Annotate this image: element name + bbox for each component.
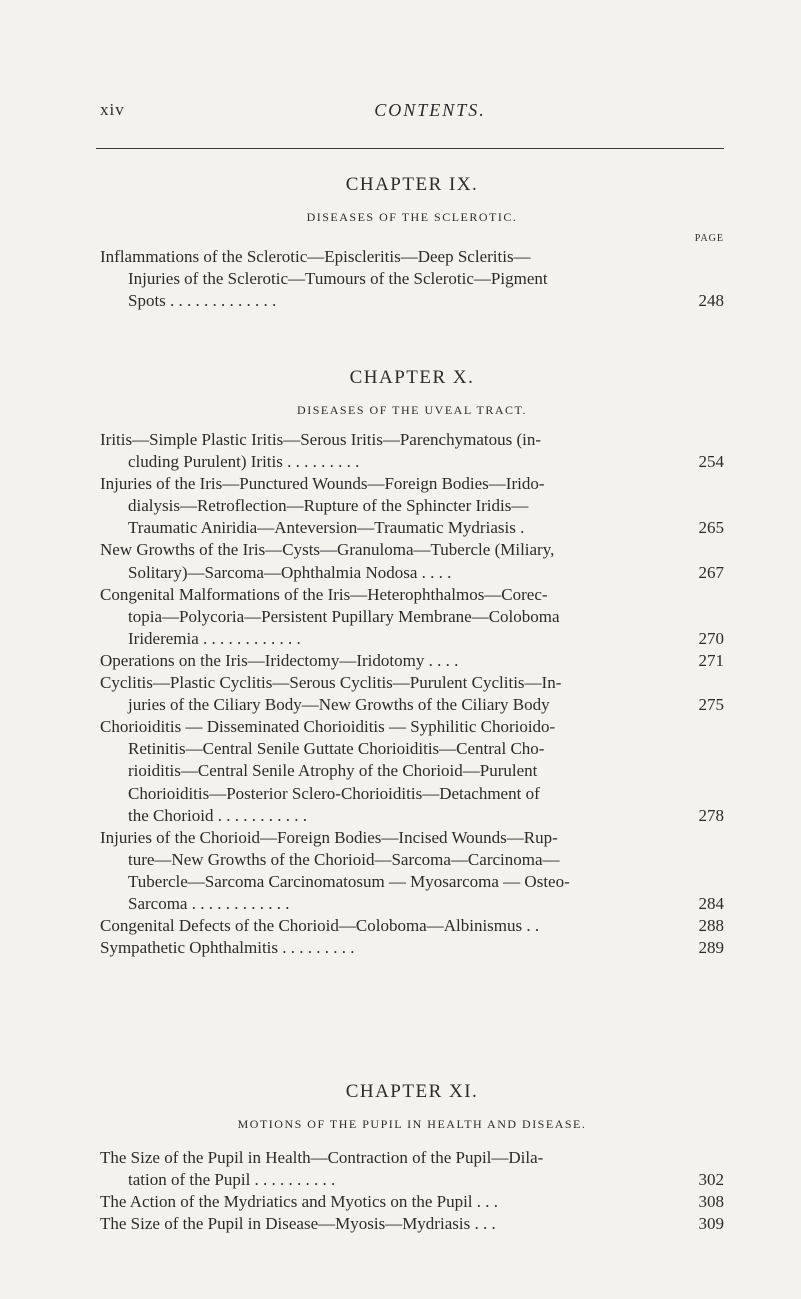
toc-entry[interactable] bbox=[100, 1147, 724, 1191]
toc-page-number[interactable]: 289 bbox=[698, 938, 724, 958]
toc-page-number[interactable]: 288 bbox=[698, 916, 724, 936]
toc-entry[interactable] bbox=[100, 716, 724, 826]
toc-entry-text: topia—Polycoria—Persistent Pupillary Membrane—Coloboma bbox=[128, 606, 560, 626]
toc-entry[interactable] bbox=[100, 473, 724, 539]
toc-page-number[interactable]: 254 bbox=[698, 452, 724, 472]
toc-entry-text: Injuries of the Iris—Punctured Wounds—Foreign Bodies—Irido- bbox=[100, 474, 545, 494]
chapter-subtitle: DISEASES OF THE SCLEROTIC. bbox=[306, 210, 518, 224]
toc-entry-text: Injuries of the Chorioid—Foreign Bodies—Incised Wounds—Rup- bbox=[100, 827, 558, 847]
toc-entry-line bbox=[100, 628, 724, 650]
toc-entry-text: dialysis—Retroflection—Rupture of the Sphincter Iridis— bbox=[128, 496, 529, 516]
toc-page-number[interactable]: 284 bbox=[698, 893, 724, 913]
chapter-xi bbox=[100, 1079, 724, 1235]
toc-page-number[interactable]: 248 bbox=[698, 291, 724, 311]
toc-entry-line bbox=[100, 1213, 724, 1235]
toc-entry-text: Tubercle—Sarcoma Carcinomatosum — Myosarcoma — Osteo- bbox=[128, 871, 570, 891]
toc-entry-line bbox=[100, 915, 724, 937]
running-title: CONTENTS. bbox=[374, 100, 486, 120]
toc-entry-line bbox=[100, 268, 724, 290]
toc-entry-text: Operations on the Iris—Iridectomy—Iridotomy . . . . bbox=[100, 650, 459, 670]
toc-entry-line bbox=[100, 650, 724, 672]
toc-page-number[interactable]: 278 bbox=[698, 805, 724, 825]
toc-entry-text: Iritis—Simple Plastic Iritis—Serous Iritis—Parenchymatous (in- bbox=[100, 430, 542, 449]
chapter-subtitle: MOTIONS OF THE PUPIL IN HEALTH AND DISEASE. bbox=[237, 1117, 587, 1131]
toc-entry-line bbox=[100, 1169, 724, 1191]
chapter-x bbox=[100, 365, 724, 959]
toc-entry-line bbox=[100, 539, 724, 561]
page-column-label: PAGE bbox=[694, 233, 724, 244]
toc-entry[interactable] bbox=[100, 539, 724, 583]
toc-entry-text: Traumatic Aniridia—Anteversion—Traumatic Mydriasis . bbox=[128, 518, 525, 538]
toc-entry-line bbox=[100, 805, 724, 827]
toc-entry-text: tation of the Pupil . . . . . . . . . . bbox=[128, 1170, 336, 1190]
chapter-title: CHAPTER XI. bbox=[345, 1081, 479, 1102]
entry-list bbox=[100, 429, 724, 959]
toc-entry-text: Chorioiditis—Posterior Sclero-Chorioiditis—Detachment of bbox=[128, 783, 540, 803]
toc-entry-line bbox=[100, 760, 724, 782]
toc-entry-line bbox=[100, 1147, 724, 1169]
toc-page-number[interactable]: 267 bbox=[698, 562, 724, 582]
toc-page-number[interactable]: 308 bbox=[698, 1192, 724, 1212]
toc-entry-text: cluding Purulent) Iritis . . . . . . . . . bbox=[128, 452, 360, 472]
toc-entry-line bbox=[100, 451, 724, 473]
toc-entry-line bbox=[100, 473, 724, 495]
toc-entry[interactable] bbox=[100, 915, 724, 937]
toc-page-number[interactable]: 265 bbox=[698, 518, 724, 538]
entry-list bbox=[100, 246, 724, 312]
toc-page-number[interactable]: 275 bbox=[698, 695, 724, 715]
toc-entry-line bbox=[100, 694, 724, 716]
toc-entry-text: Sympathetic Ophthalmitis . . . . . . . . . bbox=[100, 938, 355, 958]
toc-entry-line bbox=[100, 893, 724, 915]
toc-page-number[interactable]: 271 bbox=[698, 650, 724, 670]
toc-entry-line bbox=[100, 584, 724, 606]
toc-entry[interactable] bbox=[100, 827, 724, 915]
toc-entry-line bbox=[100, 290, 724, 312]
toc-entry-line bbox=[100, 562, 724, 584]
toc-entry-text: Sarcoma . . . . . . . . . . . . bbox=[128, 893, 290, 913]
toc-entry-line bbox=[100, 429, 724, 451]
page-folio: xiv bbox=[100, 100, 125, 119]
toc-page-number[interactable]: 270 bbox=[698, 628, 724, 648]
toc-entry-text: Solitary)—Sarcoma—Ophthalmia Nodosa . . . . bbox=[128, 562, 452, 582]
header-rule bbox=[96, 148, 724, 149]
toc-entry[interactable] bbox=[100, 429, 724, 473]
toc-entry-text: The Size of the Pupil in Health—Contraction of the Pupil—Dila- bbox=[100, 1148, 544, 1167]
toc-entry[interactable] bbox=[100, 246, 724, 312]
toc-entry-text: Injuries of the Sclerotic—Tumours of the Sclerotic—Pigment bbox=[128, 269, 548, 289]
toc-entry-line bbox=[100, 783, 724, 805]
toc-entry[interactable] bbox=[100, 584, 724, 650]
toc-entry-text: New Growths of the Iris—Cysts—Granuloma—Tubercle (Miliary, bbox=[100, 540, 555, 560]
toc-entry[interactable] bbox=[100, 650, 724, 672]
chapter-ix bbox=[100, 172, 724, 312]
toc-entry-line bbox=[100, 495, 724, 517]
chapter-title: CHAPTER X. bbox=[349, 367, 475, 388]
toc-page-number[interactable]: 309 bbox=[698, 1214, 724, 1234]
toc-entry[interactable] bbox=[100, 672, 724, 716]
toc-entry[interactable] bbox=[100, 1191, 724, 1213]
toc-entry-text: Inflammations of the Sclerotic—Episcleritis—Deep Scleritis— bbox=[100, 247, 531, 266]
toc-entry-line bbox=[100, 937, 724, 959]
toc-entry-line bbox=[100, 849, 724, 871]
toc-entry-text: Spots . . . . . . . . . . . . . bbox=[128, 291, 277, 311]
toc-entry-text: The Action of the Mydriatics and Myotics on the Pupil . . . bbox=[100, 1192, 499, 1212]
running-header bbox=[100, 100, 724, 130]
toc-entry-line bbox=[100, 672, 724, 694]
toc-entry-text: Irideremia . . . . . . . . . . . . bbox=[128, 628, 301, 648]
chapter-subtitle: DISEASES OF THE UVEAL TRACT. bbox=[297, 403, 527, 417]
toc-entry-line bbox=[100, 738, 724, 760]
toc-entry-text: ture—New Growths of the Chorioid—Sarcoma—Carcinoma— bbox=[128, 849, 560, 869]
toc-entry-line bbox=[100, 606, 724, 628]
entry-list bbox=[100, 1147, 724, 1235]
toc-entry-text: Congenital Defects of the Chorioid—Coloboma—Albinismus . . bbox=[100, 916, 540, 936]
toc-entry-text: Congenital Malformations of the Iris—Heterophthalmos—Corec- bbox=[100, 584, 548, 604]
chapter-title: CHAPTER IX. bbox=[345, 174, 479, 195]
toc-entry-text: juries of the Ciliary Body—New Growths of the Ciliary Body bbox=[128, 695, 550, 715]
toc-entry-text: rioiditis—Central Senile Atrophy of the Chorioid—Purulent bbox=[128, 761, 538, 781]
toc-entry-text: Cyclitis—Plastic Cyclitis—Serous Cyclitis—Purulent Cyclitis—In- bbox=[100, 673, 562, 693]
toc-entry-text: Retinitis—Central Senile Guttate Chorioiditis—Central Cho- bbox=[128, 739, 545, 759]
toc-page-number[interactable]: 302 bbox=[698, 1170, 724, 1190]
toc-entry-text: The Size of the Pupil in Disease—Myosis—Mydriasis . . . bbox=[100, 1214, 496, 1234]
toc-entry-line bbox=[100, 517, 724, 539]
toc-entry-line bbox=[100, 716, 724, 738]
toc-entry[interactable] bbox=[100, 937, 724, 959]
toc-entry-line bbox=[100, 827, 724, 849]
toc-entry-line bbox=[100, 246, 724, 268]
toc-entry-line bbox=[100, 1191, 724, 1213]
toc-entry-text: Chorioiditis — Disseminated Chorioiditis — Syphilitic Chorioido- bbox=[100, 717, 556, 737]
toc-entry[interactable] bbox=[100, 1213, 724, 1235]
toc-entry-text: the Chorioid . . . . . . . . . . . bbox=[128, 805, 307, 825]
toc-entry-line bbox=[100, 871, 724, 893]
